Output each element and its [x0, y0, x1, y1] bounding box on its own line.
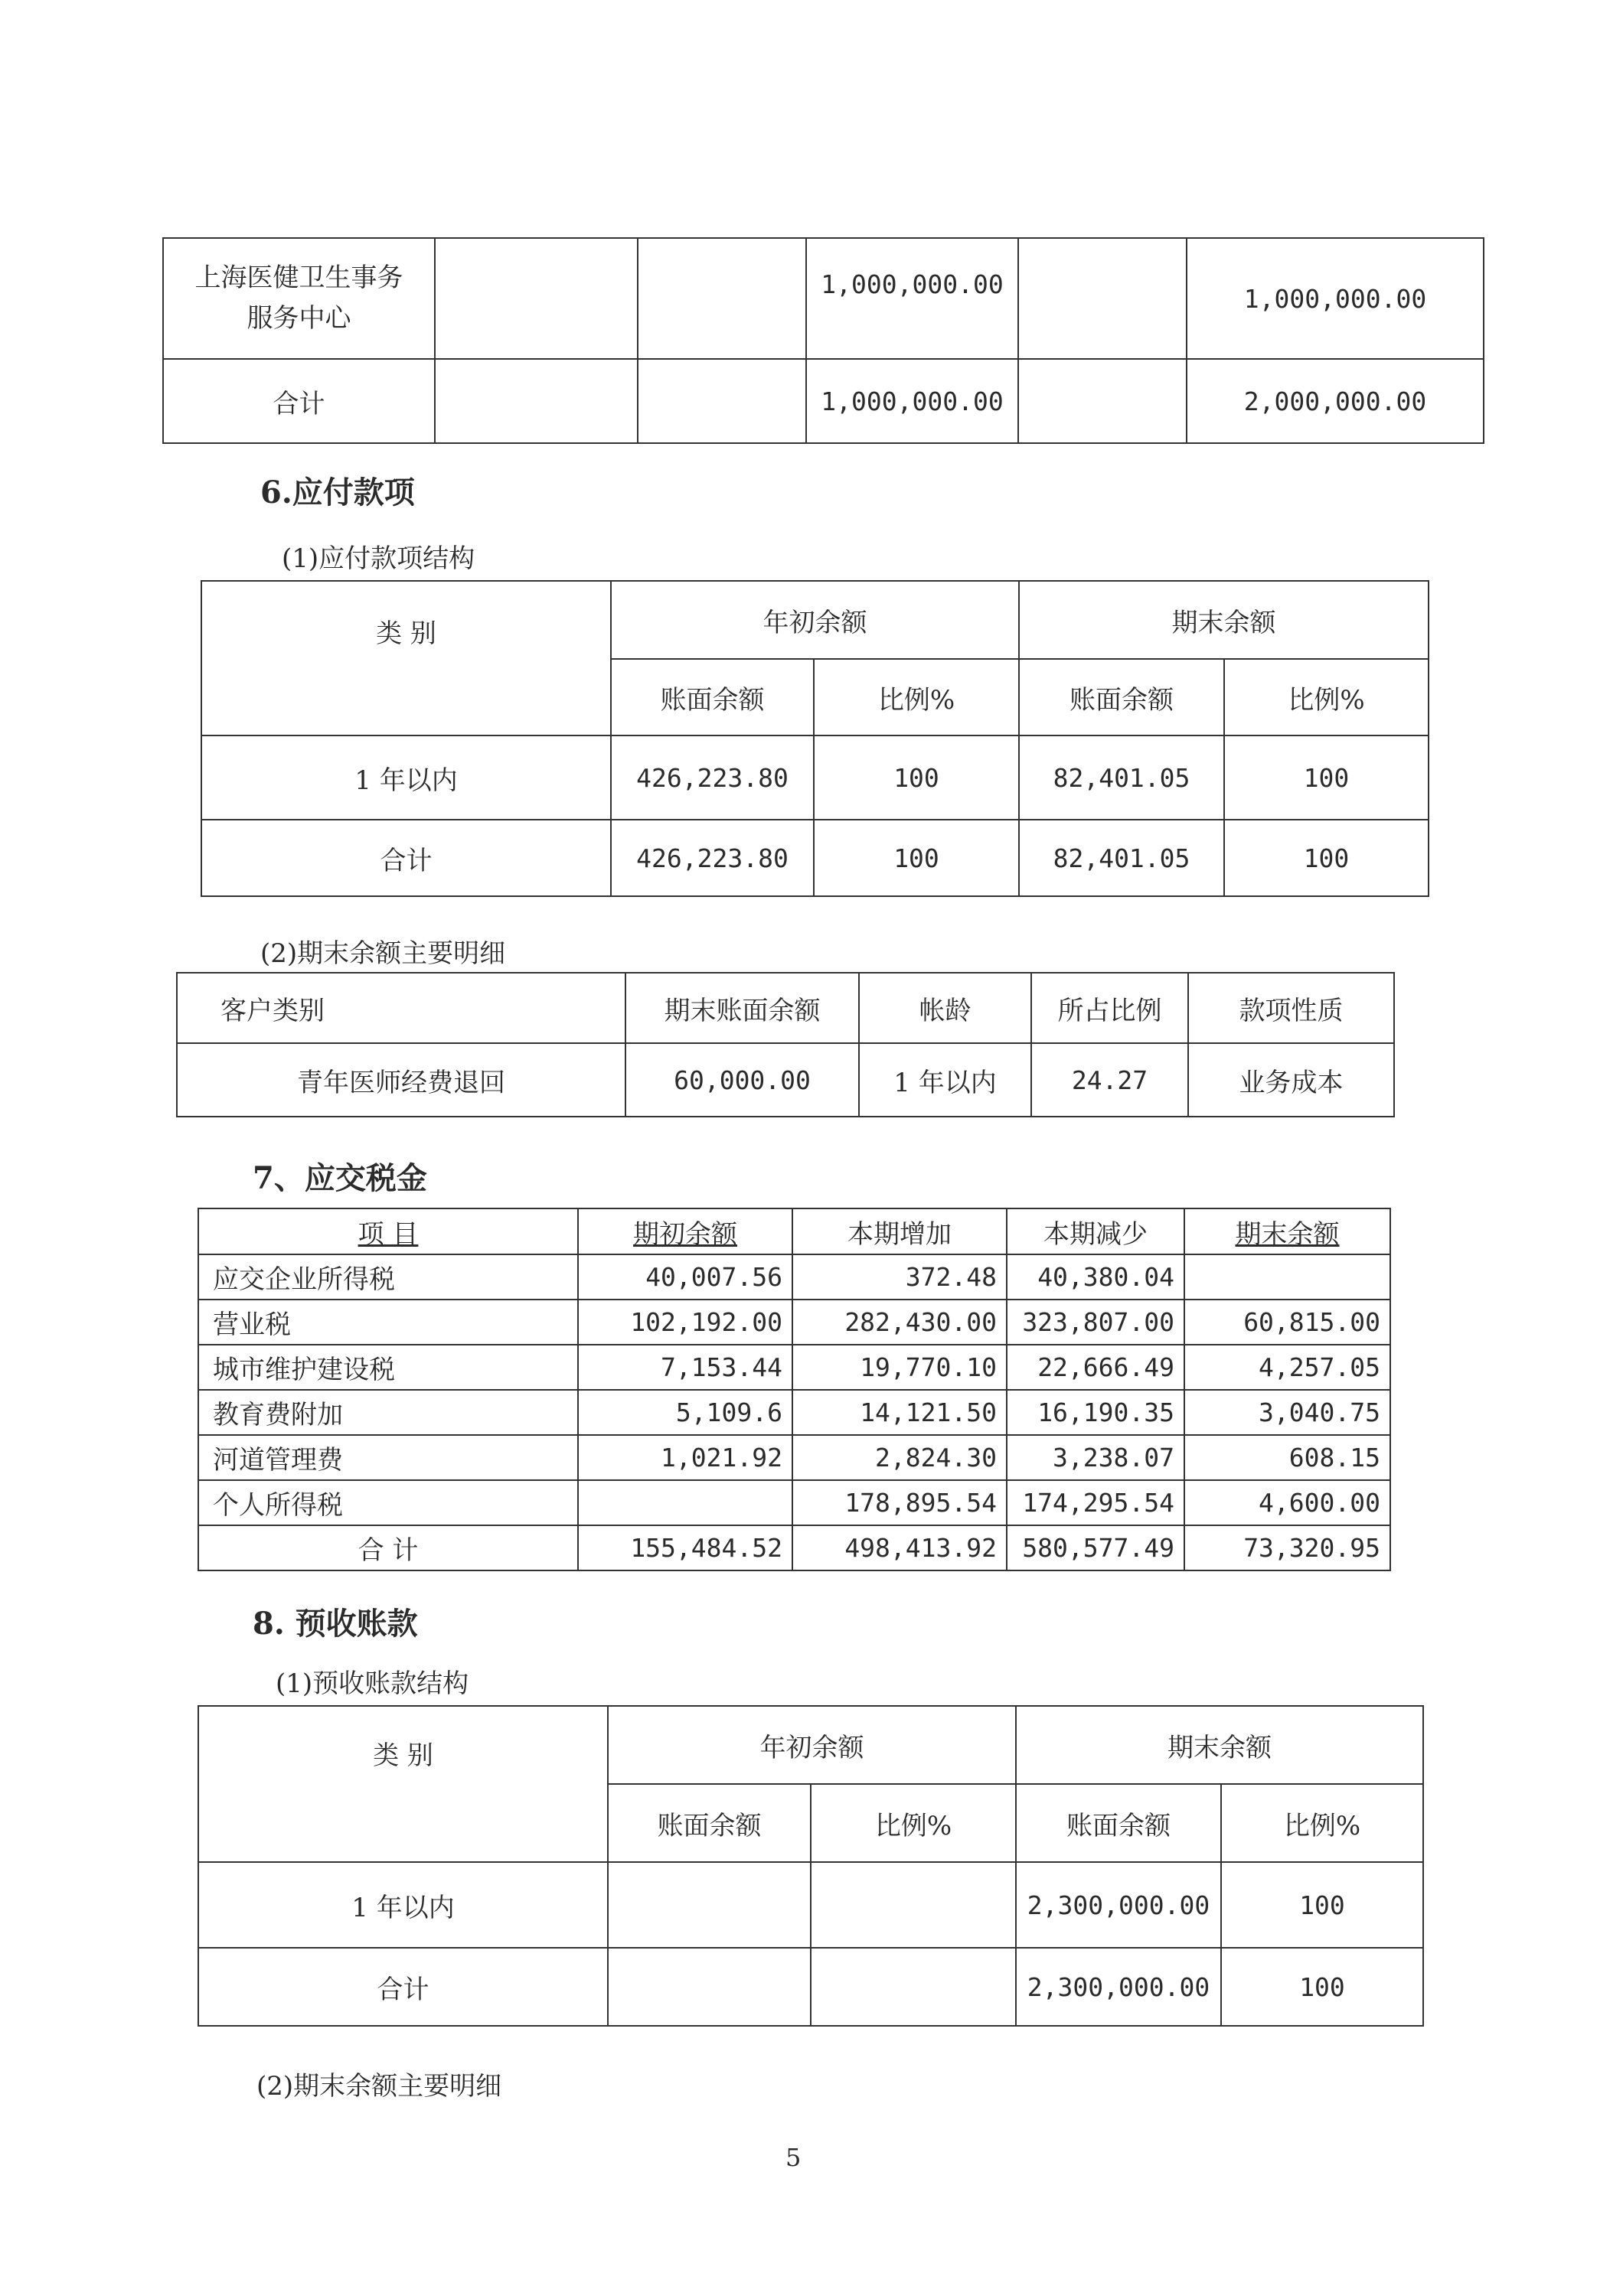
table-cell: 100 — [814, 820, 1019, 896]
table-cell: 7,153.44 — [578, 1345, 792, 1390]
table-header-cell: 本期增加 — [792, 1208, 1007, 1254]
table-cell: 60,815.00 — [1184, 1300, 1390, 1345]
table-cell: 3,238.07 — [1007, 1435, 1184, 1480]
header-category: 类 别 — [201, 581, 611, 735]
table-header-cell: 所占比例 — [1031, 973, 1188, 1043]
table-cell: 426,223.80 — [611, 820, 814, 896]
table-cell: 100 — [1221, 1862, 1423, 1948]
table-row — [198, 1480, 1390, 1525]
table-cell — [435, 359, 638, 443]
table-cell: 教育费附加 — [198, 1390, 578, 1435]
table-cell — [608, 1862, 811, 1948]
section-subheading: (1)应付款项结构 — [282, 543, 475, 574]
table-row — [198, 1390, 1390, 1435]
table-cell — [811, 1862, 1016, 1948]
table-payables-detail — [176, 972, 1395, 1117]
table-cell: 个人所得税 — [198, 1480, 578, 1525]
table-taxes — [198, 1208, 1391, 1571]
table-cell: 82,401.05 — [1019, 820, 1224, 896]
table-cell: 60,000.00 — [625, 1043, 859, 1117]
table-cell: 82,401.05 — [1019, 735, 1224, 820]
table-cell: 73,320.95 — [1184, 1525, 1390, 1570]
table-cell: 合计 — [198, 1948, 608, 2026]
table-cell — [1184, 1254, 1390, 1300]
table-cell: 102,192.00 — [578, 1300, 792, 1345]
table-payables-structure — [201, 580, 1429, 897]
table-cell: 155,484.52 — [578, 1525, 792, 1570]
table-cell: 100 — [814, 735, 1019, 820]
table-header-cell: 期末账面余额 — [625, 973, 859, 1043]
table-header-row — [201, 581, 1429, 659]
header-category: 类 别 — [198, 1706, 608, 1862]
table-header-cell: 项 目 — [198, 1208, 578, 1254]
table-header-cell: 帐龄 — [859, 973, 1031, 1043]
table-row — [198, 1345, 1390, 1390]
table-cell: 5,109.6 — [578, 1390, 792, 1435]
table-cell: 1 年以内 — [201, 735, 611, 820]
table-cell: 2,300,000.00 — [1016, 1948, 1221, 2026]
header-end-balance: 期末余额 — [1016, 1706, 1423, 1784]
table-cell — [638, 359, 806, 443]
header-end-balance: 期末余额 — [1019, 581, 1429, 659]
table-cell: 19,770.10 — [792, 1345, 1007, 1390]
section-subheading: (2)期末余额主要明细 — [256, 2071, 502, 2102]
section-heading: 6.应付款项 — [260, 475, 415, 510]
table-header-row — [198, 1208, 1390, 1254]
section-heading: 7、应交税金 — [253, 1160, 427, 1196]
table-cell: 608.15 — [1184, 1435, 1390, 1480]
table-cell: 1,021.92 — [578, 1435, 792, 1480]
table-cell: 282,430.00 — [792, 1300, 1007, 1345]
table-advance-receipts-structure — [198, 1705, 1424, 2027]
table-cell: 2,824.30 — [792, 1435, 1007, 1480]
table-header-cell: 期末余额 — [1184, 1208, 1390, 1254]
section-heading: 8. 预收账款 — [253, 1606, 418, 1642]
section-subheading: (1)预收账款结构 — [276, 1668, 469, 1699]
table-row — [177, 1043, 1394, 1117]
table-cell: 16,190.35 — [1007, 1390, 1184, 1435]
table-row — [201, 735, 1429, 820]
table-cell: 100 — [1224, 735, 1429, 820]
table-cell: 3,040.75 — [1184, 1390, 1390, 1435]
table-cell: 323,807.00 — [1007, 1300, 1184, 1345]
header-book-balance: 账面余额 — [608, 1784, 811, 1862]
table-cell: 合计 — [163, 359, 435, 443]
table-cell: 40,380.04 — [1007, 1254, 1184, 1300]
table-header-cell: 客户类别 — [177, 973, 625, 1043]
table-cell — [608, 1948, 811, 2026]
table-cell — [811, 1948, 1016, 2026]
table-cell: 河道管理费 — [198, 1435, 578, 1480]
page-number: 5 — [785, 2143, 802, 2172]
table-row — [201, 820, 1429, 896]
table-header-cell: 本期减少 — [1007, 1208, 1184, 1254]
table-cell: 24.27 — [1031, 1043, 1188, 1117]
table-row — [198, 1254, 1390, 1300]
table-cell: 业务成本 — [1188, 1043, 1394, 1117]
table-header-cell: 款项性质 — [1188, 973, 1394, 1043]
table-cell: 2,300,000.00 — [1016, 1862, 1221, 1948]
table-cell: 营业税 — [198, 1300, 578, 1345]
table-cell: 40,007.56 — [578, 1254, 792, 1300]
header-ratio: 比例% — [811, 1784, 1016, 1862]
table-cell: 14,121.50 — [792, 1390, 1007, 1435]
table-cell: 426,223.80 — [611, 735, 814, 820]
table-cell: 城市维护建设税 — [198, 1345, 578, 1390]
table-cell: 1 年以内 — [198, 1862, 608, 1948]
table-row — [198, 1862, 1423, 1948]
table-cell: 上海医健卫生事务服务中心 — [163, 238, 435, 359]
table-cell: 2,000,000.00 — [1187, 359, 1484, 443]
table-header-row — [198, 1706, 1423, 1784]
header-ratio: 比例% — [1224, 659, 1429, 735]
table-cell: 174,295.54 — [1007, 1480, 1184, 1525]
table-row — [198, 1435, 1390, 1480]
table-cell: 1,000,000.00 — [806, 238, 1018, 359]
table-cell: 100 — [1224, 820, 1429, 896]
header-begin-balance: 年初余额 — [608, 1706, 1016, 1784]
table-row — [198, 1948, 1423, 2026]
table-cell: 100 — [1221, 1948, 1423, 2026]
table-cell: 应交企业所得税 — [198, 1254, 578, 1300]
table-cell: 372.48 — [792, 1254, 1007, 1300]
section-subheading: (2)期末余额主要明细 — [260, 938, 506, 969]
table-cell: 1 年以内 — [859, 1043, 1031, 1117]
table-cell: 498,413.92 — [792, 1525, 1007, 1570]
table-cell — [578, 1480, 792, 1525]
table-header-cell: 期初余额 — [578, 1208, 792, 1254]
table-cell — [1018, 238, 1187, 359]
table-row — [198, 1300, 1390, 1345]
table-header-row — [177, 973, 1394, 1043]
table-cell — [435, 238, 638, 359]
header-book-balance: 账面余额 — [1019, 659, 1224, 735]
table-row — [198, 1525, 1390, 1570]
table-cell: 1,000,000.00 — [1187, 238, 1484, 359]
table-cell: 合 计 — [198, 1525, 578, 1570]
header-ratio: 比例% — [1221, 1784, 1423, 1862]
table-cell — [1018, 359, 1187, 443]
table-row — [163, 359, 1484, 443]
table-row — [163, 238, 1484, 359]
table-cell: 合计 — [201, 820, 611, 896]
header-ratio: 比例% — [814, 659, 1019, 735]
table-cell: 22,666.49 — [1007, 1345, 1184, 1390]
header-begin-balance: 年初余额 — [611, 581, 1019, 659]
table-cell: 580,577.49 — [1007, 1525, 1184, 1570]
table-cell: 178,895.54 — [792, 1480, 1007, 1525]
table-cell — [638, 238, 806, 359]
table-cell: 青年医师经费退回 — [177, 1043, 625, 1117]
header-book-balance: 账面余额 — [611, 659, 814, 735]
table-cell: 4,600.00 — [1184, 1480, 1390, 1525]
table-cell: 1,000,000.00 — [806, 359, 1018, 443]
header-book-balance: 账面余额 — [1016, 1784, 1221, 1862]
table-continuation — [162, 237, 1484, 444]
table-cell: 4,257.05 — [1184, 1345, 1390, 1390]
